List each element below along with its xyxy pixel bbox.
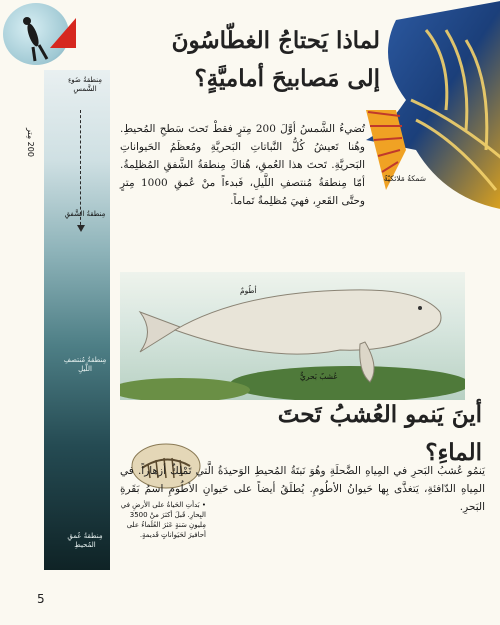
page-number: 5 bbox=[37, 592, 45, 606]
ocean-depth-strip bbox=[44, 70, 110, 570]
zone-twilight-label: مِنطقةُ الشَّفقِ bbox=[64, 210, 106, 218]
dugong-label: أطُومٌ bbox=[240, 286, 257, 295]
depth-arrow bbox=[80, 110, 82, 230]
zone-sunlight-label: مِنطقةُ ضَوءِ الشَّمسِ bbox=[68, 76, 102, 93]
paragraph-light-zones: تُضيءُ الشَّمسُ أوَّلَ 200 مِترٍ فقطْ تَحتَ سَطحِ المُحيطِ. وهُنا تَعيشُ كُلُّ النَّباتاتِ البَحريَّةِ ومُعظَمُ الحَيواناتِ البَحريَّةِ. تَحتَ هذا العُمقِ، هُناكَ مِنطقةُ الشَّفقِ المُظلِمةُ. أمّا مِنطقةُ مُنتصفِ اللَّيلِ، فَبدءاً منْ عُمقِ 1000 مِترٍ وحتَّى القَعرِ، فهيَ مُظلِمةٌ تَماماً. bbox=[120, 123, 365, 207]
depth-marker-200: 200 مِتر bbox=[26, 128, 35, 157]
red-corner-accent bbox=[50, 18, 76, 48]
paragraph-seagrass: يَنمُو عُشبُ البَحرِ في المِياهِ الضَّحلَةِ وهُوَ نَبتَةُ المُحيطِ الوَحيدَةُ الَّتي تَمْلِكُ أزهاراً. في المِياهِ الدّافئةِ، يَتغذَّى بِها حَيوانُ الأطُومِ. يُطلَقُ أيضاً على حَيوانِ الأطُومِ اسمُ بَقَرةِ البَحرِ. bbox=[120, 465, 485, 513]
fish-caption: سَمكةُ مَلائكيّةُ bbox=[383, 174, 426, 183]
page-title: لماذا يَحتاجُ الغطّاسُونَ إلى مَصابيحَ أماميَّةٍ؟ bbox=[171, 27, 380, 92]
zone-midnight-label: مِنطقةُ مُنتصفِ اللَّيلِ bbox=[63, 356, 107, 373]
fossil-caption: • بَدأتِ الحَياةُ على الأرضِ في البِحارِ. قَبلَ أكثرَ منْ 3500 مِليونِ سَنةٍ عَثرَ العُلَماءُ على أحافيرَ لحَيَواناتٍ قَديمةٍ. bbox=[120, 501, 206, 539]
section-title-seagrass: أينَ يَنمو العُشبُ تَحتَ الماءِ؟ bbox=[277, 401, 482, 466]
dugong-illustration bbox=[120, 272, 465, 400]
seagrass-label: عُشبٌ بَحريٌّ bbox=[300, 372, 338, 381]
zone-deep-label: مِنطقةُ عُمقِ المُحيطِ bbox=[67, 532, 103, 549]
